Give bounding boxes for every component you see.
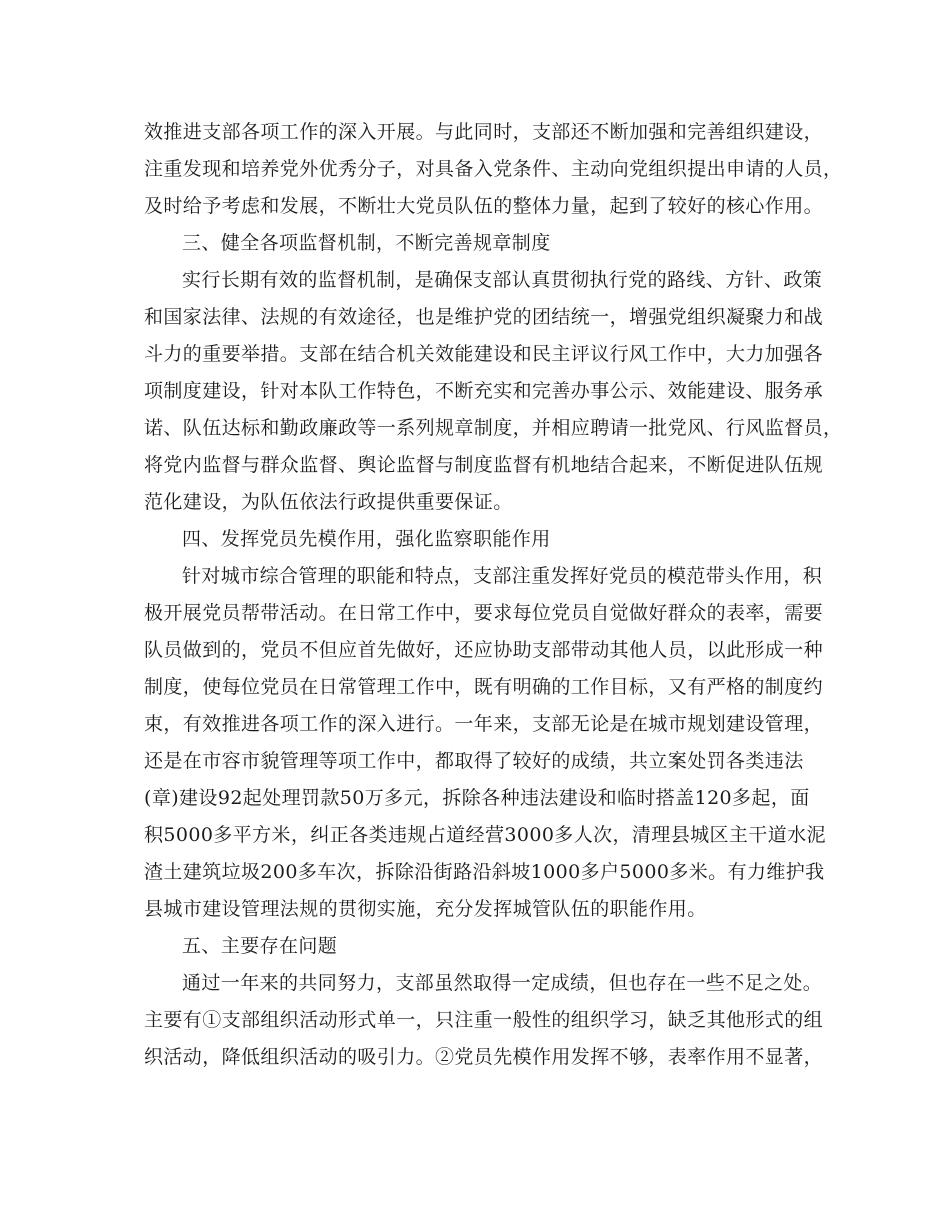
text-line: 三、健全各项监督机制，不断完善规章制度 — [182, 232, 551, 254]
document-body — [144, 114, 843, 1076]
text-line: 制度，使每位党员在日常管理工作中，既有明确的工作目标，又有严格的制度约 — [144, 676, 824, 698]
text-line: 针对城市综合管理的职能和特点，支部注重发挥好党员的模范带头作用，积 — [182, 565, 823, 587]
text-line: 极开展党员帮带活动。在日常工作中，要求每位党员自觉做好群众的表率，需要 — [144, 602, 824, 624]
text-line: 注重发现和培养党外优秀分子，对具备入党条件、主动向党组织提出申请的人员， — [144, 158, 843, 180]
text-line: 队员做到的，党员不但应首先做好，还应协助支部带动其他人员，以此形成一种 — [144, 639, 824, 661]
text-line: 项制度建设，针对本队工作特色，不断充实和完善办事公示、效能建设、服务承 — [144, 380, 824, 402]
text-line: 效推进支部各项工作的深入开展。与此同时，支部还不断加强和完善组织建设， — [144, 121, 824, 143]
text-line: 束，有效推进各项工作的深入进行。一年来，支部无论是在城市规划建设管理， — [144, 713, 824, 735]
text-line: 积5000多平方米，纠正各类违规占道经营3000多人次，清理县城区主干道水泥 — [144, 824, 826, 846]
text-line: 斗力的重要举措。支部在结合机关效能建设和民主评议行风工作中，大力加强各 — [144, 343, 824, 365]
text-line: 五、主要存在问题 — [182, 935, 338, 957]
text-line: (章)建设92起处理罚款50万多元，拆除各种违法建设和临时搭盖120多起，面 — [144, 787, 810, 809]
text-line: 渣土建筑垃圾200多车次，拆除沿街路沿斜坡1000多户5000多米。有力维护我 — [144, 861, 825, 883]
text-line: 通过一年来的共同努力，支部虽然取得一定成绩，但也存在一些不足之处。 — [182, 972, 823, 994]
text-line: 四、发挥党员先模作用，强化监察职能作用 — [182, 528, 551, 550]
text-line: 主要有①支部组织活动形式单一，只注重一般性的组织学习，缺乏其他形式的组 — [144, 1009, 824, 1031]
text-line: 还是在市容市貌管理等项工作中，都取得了较好的成绩，共立案处罚各类违法 — [144, 750, 804, 772]
text-line: 实行长期有效的监督机制，是确保支部认真贯彻执行党的路线、方针、政策 — [182, 269, 823, 291]
text-line: 范化建设，为队伍依法行政提供重要保证。 — [144, 491, 513, 513]
text-line: 县城市建设管理法规的贯彻实施，充分发挥城管队伍的职能作用。 — [144, 898, 707, 920]
text-line: 及时给予考虑和发展，不断壮大党员队伍的整体力量，起到了较好的核心作用。 — [144, 195, 824, 217]
text-line: 和国家法律、法规的有效途径，也是维护党的团结统一，增强党组织凝聚力和战 — [144, 306, 824, 328]
text-line: 织活动，降低组织活动的吸引力。②党员先模作用发挥不够，表率作用不显著， — [144, 1046, 824, 1068]
text-line: 诺、队伍达标和勤政廉政等一系列规章制度，并相应聘请一批党风、行风监督员， — [144, 417, 843, 439]
text-line: 将党内监督与群众监督、舆论监督与制度监督有机地结合起来，不断促进队伍规 — [144, 454, 824, 476]
